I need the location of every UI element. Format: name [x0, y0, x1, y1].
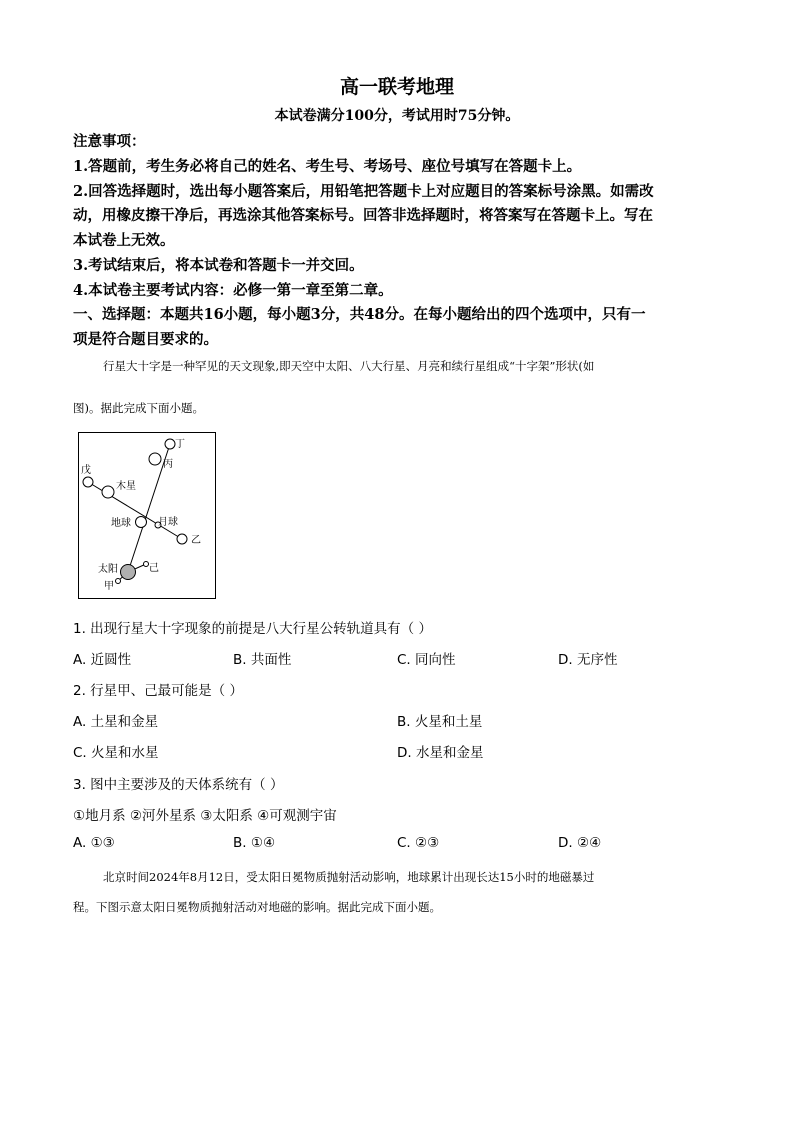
planet-ji-marker: [144, 562, 149, 567]
question-3-stem: 3. 图中主要涉及的天体系统有（ ）: [73, 777, 284, 793]
label-ding: 丁: [175, 439, 185, 450]
question-2-stem: 2. 行星甲、己最可能是（ ）: [73, 683, 243, 699]
q3-option-a[interactable]: A. ①③: [73, 835, 115, 851]
q1-option-c[interactable]: C. 同向性: [397, 652, 456, 668]
q3-option-b[interactable]: B. ①④: [233, 835, 276, 851]
planet-ding-marker: [165, 439, 175, 449]
question-1-stem: 1. 出现行星大十字现象的前提是八大行星公转轨道具有（ ）: [73, 621, 432, 637]
planet-wu-marker: [83, 477, 93, 487]
passage-text: 程。下图示意太阳日冕物质抛射活动对地磁的影响。据此完成下面小题。: [73, 900, 441, 914]
planet-bing-marker: [149, 453, 161, 465]
q2-option-b[interactable]: B. 火星和土星: [397, 714, 483, 730]
label-yi: 乙: [191, 535, 201, 546]
diagram-svg: [78, 432, 216, 599]
sun-marker: [121, 565, 136, 580]
q2-option-a[interactable]: A. 土星和金星: [73, 714, 159, 730]
label-jia: 甲: [104, 581, 114, 592]
notice-line: 动，用橡皮擦干净后，再选涂其他答案标号。回答非选择题时，将答案写在答题卡上。写在: [73, 207, 653, 224]
label-bing: 丙: [163, 459, 173, 470]
label-ji: 己: [149, 563, 159, 574]
question-3-items: ①地月系 ②河外星系 ③太阳系 ④可观测宇宙: [73, 808, 337, 824]
q3-option-c[interactable]: C. ②③: [397, 835, 440, 851]
planet-yi-marker: [177, 534, 187, 544]
earth-marker: [136, 517, 147, 528]
page-title: 高一联考地理: [339, 76, 454, 98]
notice-heading: 注意事项：: [73, 133, 146, 150]
label-jupiter: 木星: [116, 481, 136, 492]
notice-line: 2.回答选择题时，选出每小题答案后，用铅笔把答题卡上对应题目的答案标号涂黑。如需改: [73, 183, 654, 200]
passage-text: 图)。据此完成下面小题。: [73, 401, 204, 415]
label-wu: 戊: [81, 465, 91, 476]
notice-line: 4.本试卷主要考试内容：必修一第一章至第二章。: [73, 282, 393, 299]
q1-option-d[interactable]: D. 无序性: [558, 652, 618, 668]
q1-option-a[interactable]: A. 近圆性: [73, 652, 132, 668]
q2-option-d[interactable]: D. 水星和金星: [397, 745, 484, 761]
passage-text: 北京时间2024年8月12日，受太阳日冕物质抛射活动影响，地球累计出现长达15小时的地磁暴过: [103, 870, 595, 884]
q1-option-b[interactable]: B. 共面性: [233, 652, 292, 668]
passage-text: 行星大十字是一种罕见的天文现象,即天空中太阳、八大行星、月亮和续行星组成“十字架”形状(如: [103, 359, 595, 373]
planet-jia-marker: [116, 579, 121, 584]
exam-subtitle: 本试卷满分100分，考试用时75分钟。: [274, 108, 520, 124]
section-heading-cont: 项是符合题目要求的。: [73, 331, 218, 348]
jupiter-marker: [102, 486, 114, 498]
notice-line: 3.考试结束后，将本试卷和答题卡一并交回。: [73, 257, 364, 274]
label-sun: 太阳: [98, 564, 118, 575]
label-moon: 月球: [158, 517, 178, 528]
section-heading: 一、选择题：本题共16小题，每小题3分，共48分。在每小题给出的四个选项中，只有一: [73, 306, 646, 323]
q2-option-c[interactable]: C. 火星和水星: [73, 745, 159, 761]
planetary-cross-diagram: [78, 432, 216, 599]
label-earth: 地球: [111, 518, 131, 529]
notice-line: 1.答题前，考生务必将自己的姓名、考生号、考场号、座位号填写在答题卡上。: [73, 158, 582, 175]
q3-option-d[interactable]: D. ②④: [558, 835, 602, 851]
notice-line: 本试卷上无效。: [73, 232, 175, 249]
